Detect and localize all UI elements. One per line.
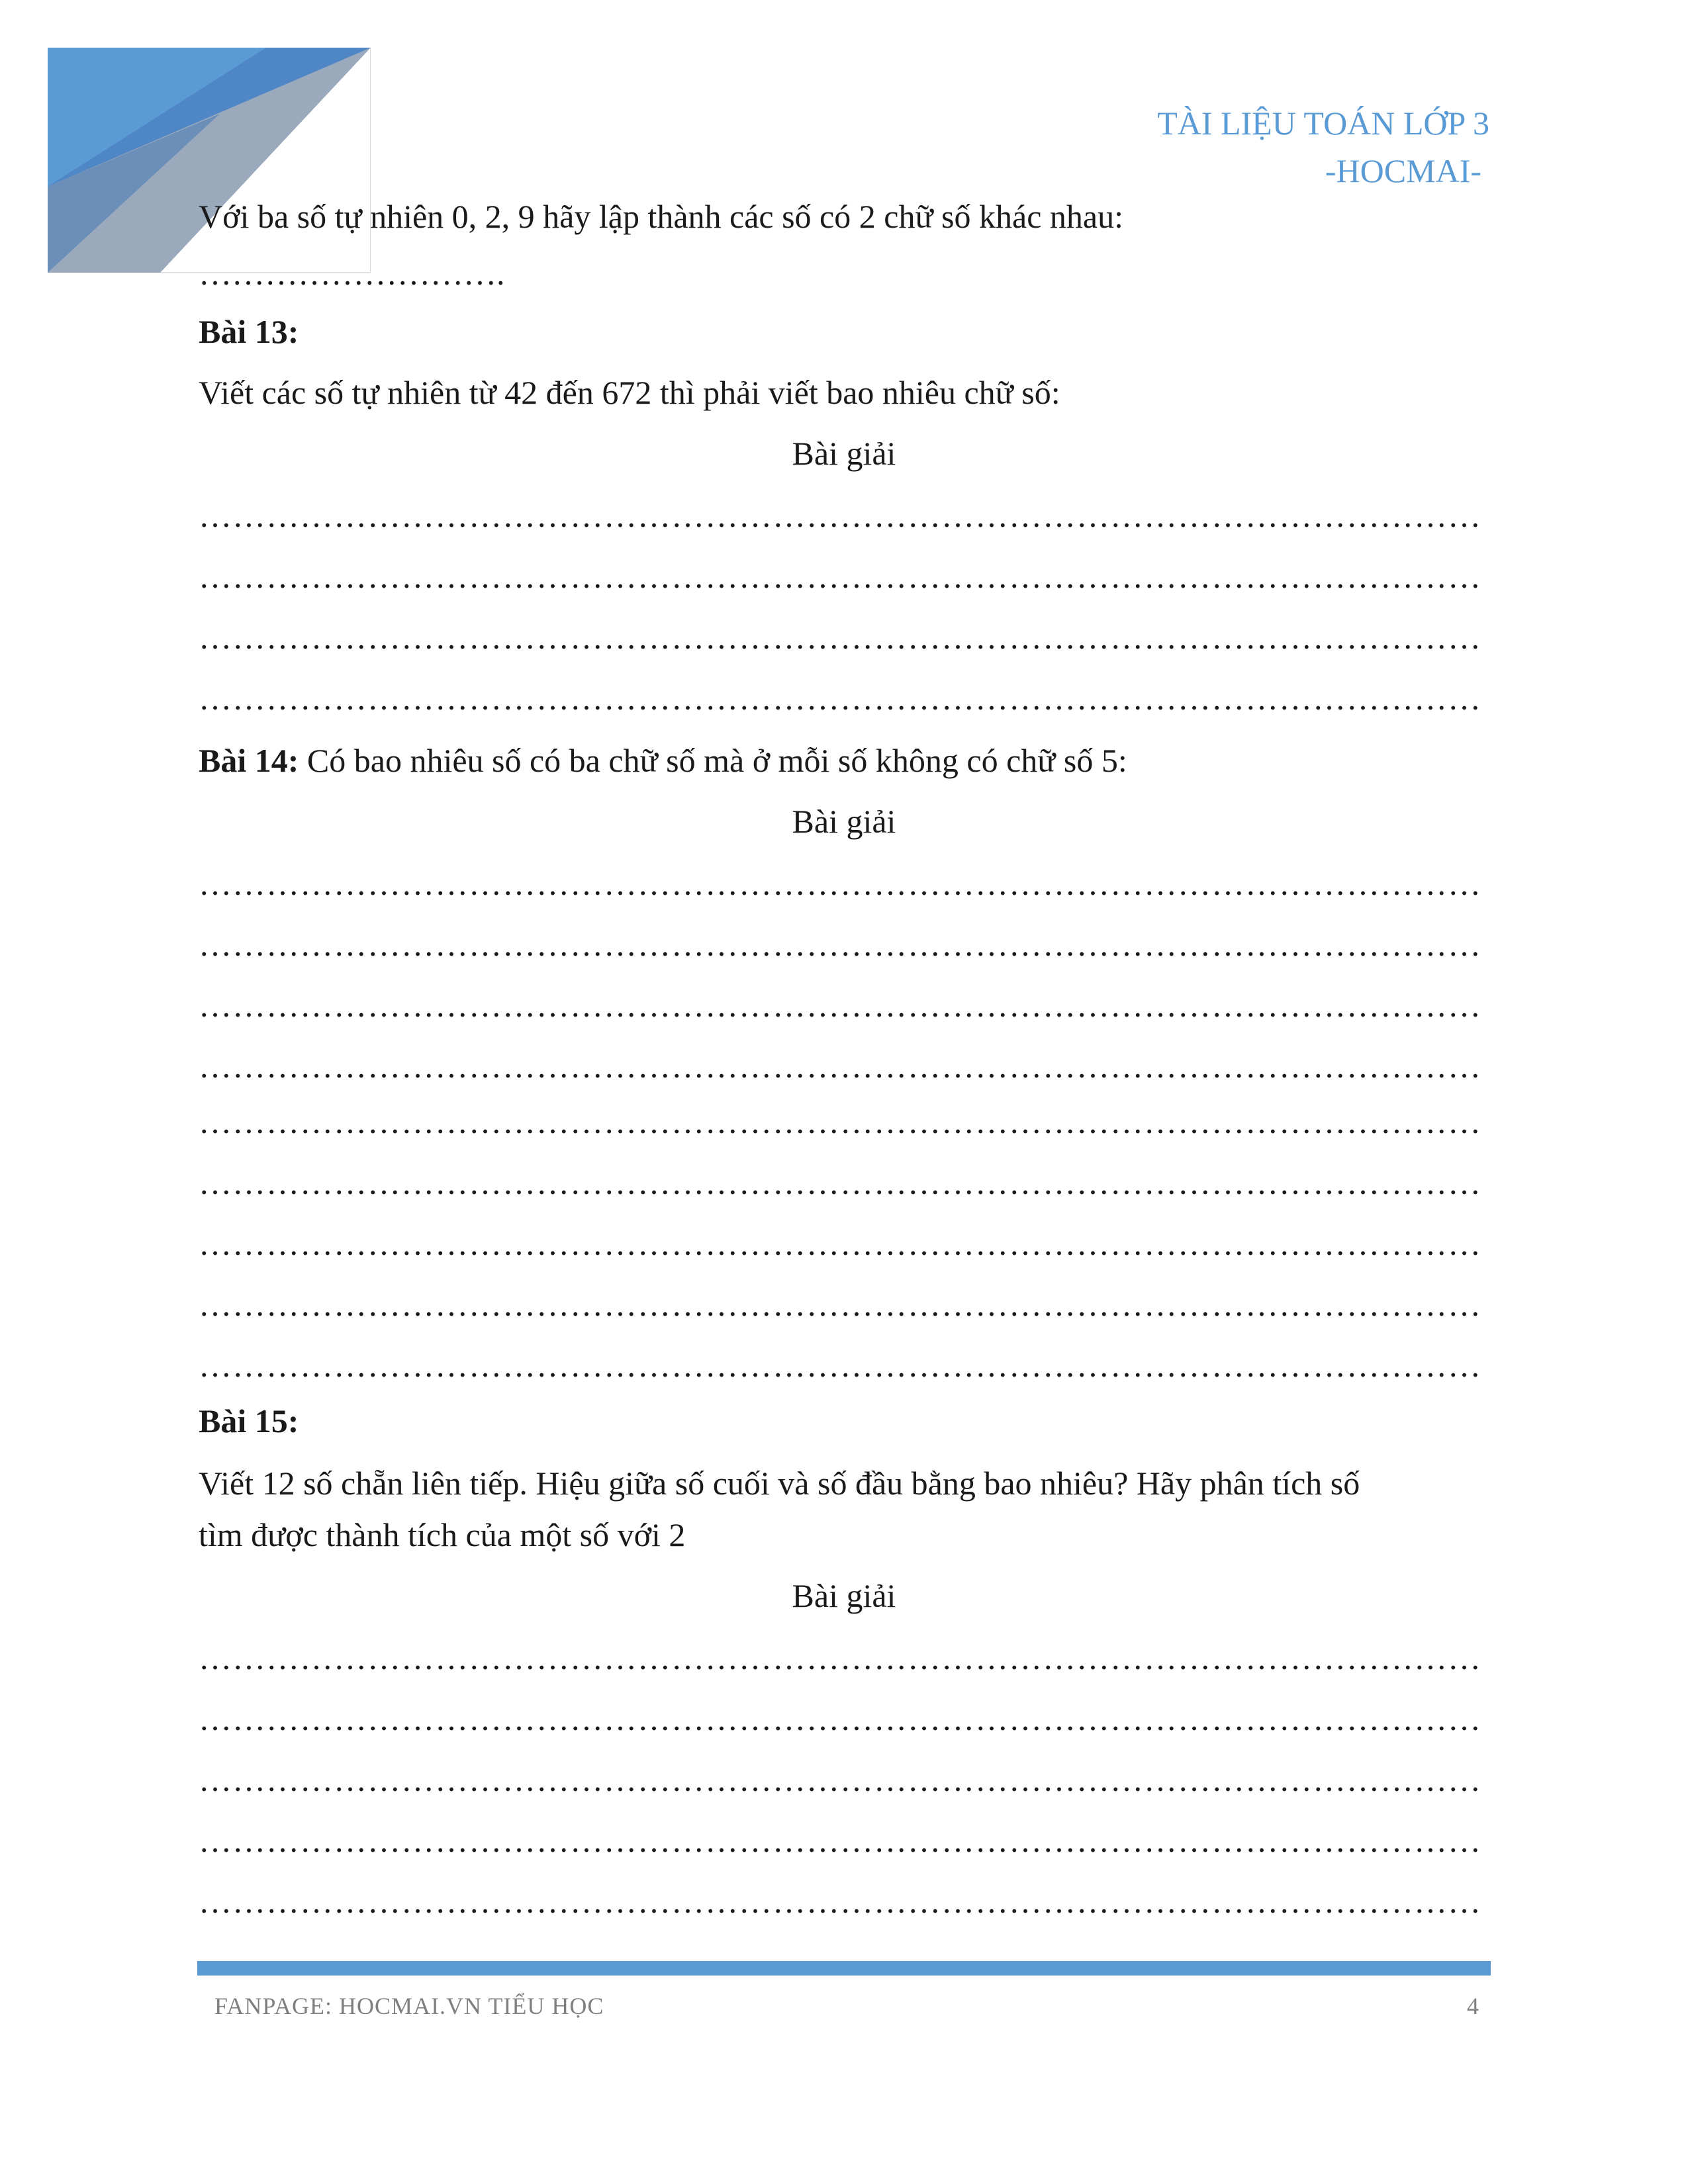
exercise-14-label: Bài 14: — [199, 742, 299, 779]
exercise-13-solution-heading: Bài giải — [792, 435, 896, 472]
exercise-14-block — [199, 739, 1489, 782]
exercise-15-question-line1: Viết 12 số chẵn liên tiếp. Hiệu giữa số cuối và số đầu bằng bao nhiêu? Hãy phân tích số — [199, 1465, 1360, 1502]
answer-line: …………………………………………………………………………………………………… — [199, 1225, 1481, 1262]
footer-divider-bar — [197, 1961, 1491, 1976]
answer-line: …………………………………………………………………………………………………… — [199, 987, 1481, 1024]
answer-line: …………………………………………………………………………………………………… — [199, 497, 1481, 534]
page-number: 4 — [1467, 1993, 1479, 2019]
exercise-15-answer-area — [199, 1637, 1489, 1923]
answer-line: …………………………………………………………………………………………………… — [199, 1883, 1481, 1920]
answer-line: …………………………………………………………………………………………………… — [199, 1164, 1481, 1201]
answer-line: …………………………………………………………………………………………………… — [199, 865, 1481, 902]
footer-fanpage: FANPAGE: HOCMAI.VN TIỂU HỌC — [214, 1993, 604, 2019]
answer-line: …………………………………………………………………………………………………… — [199, 558, 1481, 595]
exercise-13-answer-area — [199, 494, 1489, 719]
answer-line: …………………………………………………………………………………………………… — [199, 1822, 1481, 1859]
exercise-15-label: Bài 15: — [199, 1402, 299, 1439]
answer-line: …………………………………………………………………………………………………… — [199, 1347, 1481, 1384]
intro-answer-line: ………………………. — [199, 255, 505, 292]
document-content — [199, 195, 1489, 1923]
header-title: TÀI LIỆU TOÁN LỚP 3 — [1157, 105, 1489, 142]
exercise-14-answer-area — [199, 862, 1489, 1387]
exercise-14-question: Có bao nhiêu số có ba chữ số mà ở mỗi số không có chữ số 5: — [299, 742, 1127, 779]
header-subtitle: -HOCMAI- — [1325, 152, 1481, 189]
answer-line: …………………………………………………………………………………………………… — [199, 619, 1481, 656]
exercise-15-solution-heading: Bài giải — [792, 1577, 896, 1614]
answer-line: …………………………………………………………………………………………………… — [199, 1761, 1481, 1798]
answer-line: …………………………………………………………………………………………………… — [199, 1639, 1481, 1676]
answer-line: …………………………………………………………………………………………………… — [199, 926, 1481, 963]
exercise-13-label: Bài 13: — [199, 313, 299, 350]
answer-line: …………………………………………………………………………………………………… — [199, 1700, 1481, 1737]
intro-text: Với ba số tự nhiên 0, 2, 9 hãy lập thành các số có 2 chữ số khác nhau: — [199, 198, 1123, 235]
exercise-13-question: Viết các số tự nhiên từ 42 đến 672 thì phải viết bao nhiêu chữ số: — [199, 374, 1060, 411]
exercise-14-solution-heading: Bài giải — [792, 803, 896, 840]
exercise-15-question-line2: tìm được thành tích của một số với 2 — [199, 1516, 686, 1553]
answer-line: …………………………………………………………………………………………………… — [199, 1048, 1481, 1085]
answer-line: …………………………………………………………………………………………………… — [199, 1103, 1481, 1140]
answer-line: …………………………………………………………………………………………………… — [199, 680, 1481, 717]
answer-line: …………………………………………………………………………………………………… — [199, 1286, 1481, 1323]
